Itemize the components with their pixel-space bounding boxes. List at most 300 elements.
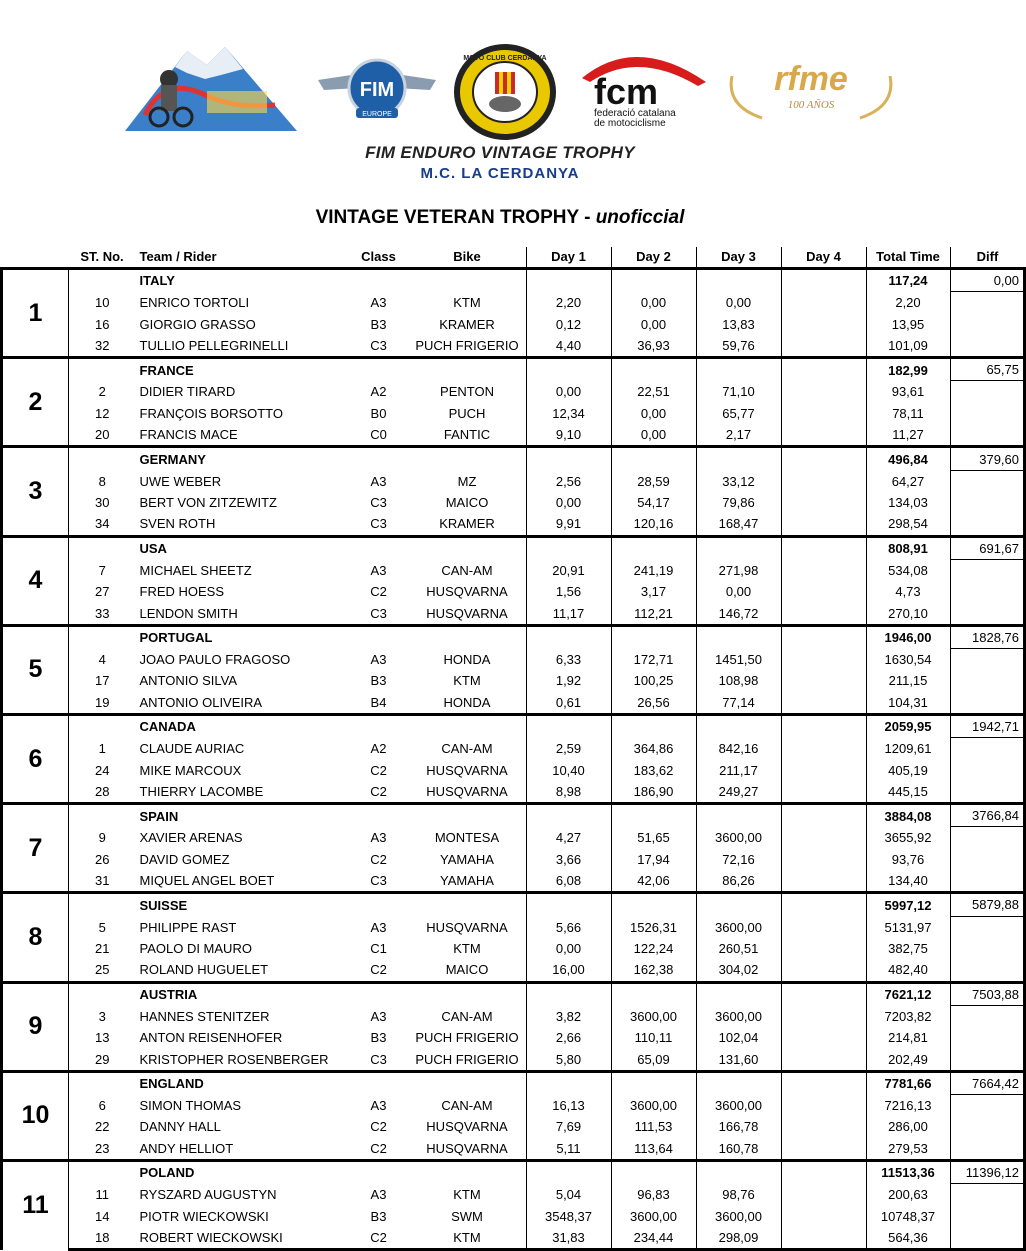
rider-name: CLAUDE AURIAC [139,741,245,757]
team-day1-empty [526,358,611,381]
rider-bike: CAN-AM [441,741,493,757]
fcm-logo [576,46,708,128]
rider-day3: 102,04 [696,1027,781,1048]
team-bike-empty [409,269,527,292]
rider-day3: 166,78 [696,1116,781,1137]
rider-diff-empty [950,916,1025,938]
team-day4-empty [781,269,866,292]
rider-day4 [781,559,866,581]
team-name: FRANCE [136,358,349,381]
rider-total-time: 134,40 [866,870,950,893]
rider-day2: 111,53 [611,1116,696,1137]
rider-total-time: 134,03 [866,492,950,513]
rider-day4 [781,781,866,804]
rider-diff-empty [950,403,1025,424]
rider-st-no: 27 [95,584,110,600]
rider-day3: 71,10 [696,381,781,403]
rider-day4 [781,649,866,671]
rider-row [2,849,1025,870]
rider-total-time: 270,10 [866,602,950,625]
rider-total-time: 11,27 [866,424,950,447]
rider-class: C3 [349,602,409,625]
rider-name: KRISTOPHER ROSENBERGER [136,1048,349,1071]
rider-day1: 9,91 [526,513,611,536]
rider-bike: MONTESA [434,830,500,846]
team-name: ITALY [136,269,349,292]
rider-day4 [781,1005,866,1027]
team-day2-empty [611,625,696,648]
rider-day4 [781,513,866,536]
team-row [2,1071,1025,1094]
rider-day3: 3600,00 [696,1205,781,1226]
team-row [2,447,1025,470]
team-bike-empty [409,714,527,737]
rider-total-time: 405,19 [866,760,950,781]
rider-day2: 3600,00 [611,1005,696,1027]
rider-st-no: 9 [98,830,106,846]
rider-total-time: 1209,61 [866,738,950,760]
rider-name: GIORGIO GRASSO [139,316,256,332]
team-day3-empty [696,893,781,916]
rider-diff-empty [950,602,1025,625]
team-rank: 4 [2,536,69,625]
rider-diff-empty [950,827,1025,849]
team-rank: 8 [2,893,69,982]
rider-st-no: 31 [69,870,136,893]
rfme-text: rfme [774,60,848,98]
rider-diff-empty [950,760,1025,781]
team-st-empty [69,447,136,470]
rider-total-time: 202,49 [866,1048,950,1071]
rider-day2: 3600,00 [611,1094,696,1116]
rider-row [2,314,1025,335]
rider-class: A3 [370,919,387,935]
rider-name: MIKE MARCOUX [139,762,242,778]
rider-class: A3 [370,295,387,311]
rider-day4 [781,1094,866,1116]
rider-name: LENDON SMITH [136,602,349,625]
rider-day2: 172,71 [611,649,696,671]
rider-day4 [781,381,866,403]
fcm-text: fcm [594,71,659,112]
team-day4-empty [781,982,866,1005]
rider-day2: 110,11 [611,1027,696,1048]
team-bike-empty [409,982,527,1005]
rider-day3: 0,00 [696,581,781,602]
rider-bike: HUSQVARNA [426,919,508,935]
rider-bike: CAN-AM [441,1097,493,1113]
rider-class: C2 [370,584,387,600]
rider-day4 [781,403,866,424]
rider-day2: 100,25 [611,670,696,691]
rider-day1: 2,66 [526,1027,611,1048]
team-day1-empty [526,269,611,292]
team-day1-empty [526,1071,611,1094]
rider-diff-empty [950,938,1025,959]
rider-day2: 96,83 [611,1184,696,1206]
rider-bike: KTM [453,673,481,689]
rider-row [2,492,1025,513]
rider-name: FRANÇOIS BORSOTTO [139,405,283,421]
rider-day3: 3600,00 [696,916,781,938]
rider-total-time: 286,00 [866,1116,950,1137]
team-day4-empty [781,804,866,827]
rider-st-no: 2 [98,384,106,400]
rider-name: PAOLO DI MAURO [139,941,252,957]
rider-day3: 842,16 [696,738,781,760]
rider-day1: 31,83 [526,1227,611,1250]
rider-day1: 1,92 [526,670,611,691]
rider-bike: PUCH [448,405,486,421]
rider-day1: 16,13 [526,1094,611,1116]
rider-total-time: 214,81 [866,1027,950,1048]
rider-day1: 0,00 [526,381,611,403]
rider-st-no: 21 [95,941,110,957]
rider-total-time: 7216,13 [866,1094,950,1116]
rider-diff-empty [950,581,1025,602]
rider-row [2,1205,1025,1226]
team-diff: 65,75 [950,358,1025,381]
team-day1-empty [526,1160,611,1183]
team-day2-empty [611,714,696,737]
rider-day4 [781,692,866,715]
team-bike-empty [409,804,527,827]
team-name: GERMANY [136,447,349,470]
rider-diff-empty [950,1027,1025,1048]
team-day2-empty [611,269,696,292]
rider-bike: HUSQVARNA [426,762,508,778]
rider-class: A2 [370,384,387,400]
rider-day1: 4,27 [526,827,611,849]
team-name: SPAIN [136,804,349,827]
rider-class: C2 [349,959,409,982]
rider-st-no: 29 [69,1048,136,1071]
rider-name: TULLIO PELLEGRINELLI [136,335,349,358]
rider-total-time: 1630,54 [866,649,950,671]
rider-day3: 271,98 [696,559,781,581]
rider-bike: MAICO [445,495,489,511]
rider-row [2,513,1025,536]
rider-day1: 3548,37 [526,1205,611,1226]
results-body [2,269,1025,1250]
rider-day4 [781,581,866,602]
rider-name: ROLAND HUGUELET [136,959,349,982]
rider-class: A2 [370,741,387,757]
team-rank: 10 [2,1071,69,1160]
rider-class: A3 [370,830,387,846]
rider-name: JOAO PAULO FRAGOSO [139,651,291,667]
header-rank [2,247,69,269]
rider-name: ANTON REISENHOFER [139,1030,283,1046]
team-class-empty [349,893,409,916]
team-bike-empty [409,625,527,648]
rider-st-no: 30 [95,495,110,511]
rider-day3: 168,47 [696,513,781,536]
team-class-empty [349,1160,409,1183]
team-row [2,1160,1025,1183]
team-st-empty [69,804,136,827]
rider-day3: 86,26 [696,870,781,893]
rider-st-no: 10 [95,295,110,311]
rider-class: C0 [349,424,409,447]
team-rank: 11 [2,1160,69,1249]
team-day2-empty [611,447,696,470]
rider-bike: KTM [453,1187,481,1203]
rider-row [2,292,1025,314]
header-day2: Day 2 [611,247,696,269]
team-row [2,982,1025,1005]
team-day4-empty [781,714,866,737]
rider-day2: 1526,31 [611,916,696,938]
rider-row [2,692,1025,715]
team-row [2,893,1025,916]
rider-diff-empty [950,1227,1025,1250]
rider-day2: 54,17 [611,492,696,513]
rider-row [2,959,1025,982]
header-class: Class [361,249,396,264]
team-class-empty [349,269,409,292]
team-diff: 691,67 [950,536,1025,559]
rider-day2: 51,65 [611,827,696,849]
team-st-empty [69,1160,136,1183]
rider-class: C3 [349,513,409,536]
team-total-time: 5997,12 [866,893,950,916]
header-st-no: ST. No. [80,249,124,264]
rider-day4 [781,760,866,781]
rider-diff-empty [950,513,1025,536]
rider-diff-empty [950,424,1025,447]
rider-total-time: 5131,97 [866,916,950,938]
rider-day1: 5,80 [526,1048,611,1071]
team-row [2,358,1025,381]
rider-day1: 3,82 [526,1005,611,1027]
rider-day4 [781,314,866,335]
team-class-empty [349,714,409,737]
rider-day1: 4,40 [526,335,611,358]
rider-st-no: 26 [95,851,110,867]
rider-row [2,781,1025,804]
team-row [2,804,1025,827]
rider-row [2,335,1025,358]
header-team-rider: Team / Rider [139,249,217,264]
rider-name: HANNES STENITZER [139,1008,270,1024]
rider-day2: 22,51 [611,381,696,403]
header-diff: Diff [950,247,1025,269]
rider-name: DAVID GOMEZ [139,851,230,867]
rider-class: B3 [370,673,387,689]
rider-row [2,602,1025,625]
rfme-logo [722,56,900,122]
rider-day1: 5,11 [526,1138,611,1161]
rider-class: A3 [370,473,387,489]
rider-row [2,381,1025,403]
rider-st-no: 13 [95,1030,110,1046]
rider-day4 [781,1116,866,1137]
rider-day2: 120,16 [611,513,696,536]
rider-class: C2 [370,851,387,867]
fcm-sub2-text: de motociclisme [594,118,666,129]
rider-class: C3 [349,335,409,358]
rider-day2: 183,62 [611,760,696,781]
team-diff: 11396,12 [950,1160,1025,1183]
rider-day2: 42,06 [611,870,696,893]
team-day2-empty [611,1071,696,1094]
rider-day3: 160,78 [696,1138,781,1161]
rider-day2: 0,00 [611,292,696,314]
team-st-empty [69,714,136,737]
rider-day4 [781,1184,866,1206]
rider-day1: 5,66 [526,916,611,938]
rider-bike: YAMAHA [409,870,527,893]
rider-name: PIOTR WIECKOWSKI [139,1208,269,1224]
team-rank: 1 [2,269,69,358]
rider-day1: 11,17 [526,602,611,625]
team-day3-empty [696,447,781,470]
rider-st-no: 24 [95,762,110,778]
team-name: SUISSE [136,893,349,916]
team-day2-empty [611,358,696,381]
rider-day4 [781,1138,866,1161]
moto-club-cerdanya-logo [455,46,555,138]
team-day4-empty [781,358,866,381]
team-rank: 9 [2,982,69,1071]
header [0,0,1000,228]
rider-bike: HUSQVARNA [426,1119,508,1135]
rider-class: A3 [370,562,387,578]
rider-name: SVEN ROTH [136,513,349,536]
fim-europe-logo [318,58,436,122]
rider-name: THIERRY LACOMBE [136,781,349,804]
rider-day4 [781,938,866,959]
rider-day1: 12,34 [526,403,611,424]
rider-day4 [781,1205,866,1226]
moto-club-text: MOTO CLUB CERDANYA [463,55,547,62]
team-diff: 379,60 [950,447,1025,470]
rider-st-no: 20 [69,424,136,447]
rider-day1: 9,10 [526,424,611,447]
team-day3-empty [696,269,781,292]
rider-st-no: 32 [69,335,136,358]
rider-diff-empty [950,292,1025,314]
rider-diff-empty [950,1005,1025,1027]
rider-st-no: 18 [69,1227,136,1250]
rider-st-no: 19 [69,692,136,715]
team-bike-empty [409,358,527,381]
team-total-time: 496,84 [866,447,950,470]
rider-day2: 241,19 [611,559,696,581]
team-day2-empty [611,536,696,559]
rider-row [2,581,1025,602]
rider-name: UWE WEBER [139,473,222,489]
team-total-time: 1946,00 [866,625,950,648]
rider-st-no: 34 [69,513,136,536]
table-header-row [2,247,1025,269]
team-total-time: 11513,36 [866,1160,950,1183]
team-day4-empty [781,1160,866,1183]
rider-total-time: 101,09 [866,335,950,358]
rider-row [2,738,1025,760]
rider-total-time: 200,63 [866,1184,950,1206]
team-class-empty [349,358,409,381]
team-row [2,536,1025,559]
rider-row [2,1005,1025,1027]
team-bike-empty [409,1160,527,1183]
team-day3-empty [696,1160,781,1183]
document-title-suffix: unoficcial [595,207,685,228]
team-day3-empty [696,804,781,827]
team-name: USA [136,536,349,559]
team-day4-empty [781,1071,866,1094]
rider-bike: CAN-AM [441,1008,493,1024]
rider-total-time: 2,20 [866,292,950,314]
team-day1-empty [526,804,611,827]
rider-diff-empty [950,781,1025,804]
rider-day1: 6,08 [526,870,611,893]
team-bike-empty [409,1071,527,1094]
team-name: POLAND [136,1160,349,1183]
team-class-empty [349,536,409,559]
rider-day2: 234,44 [611,1227,696,1250]
rider-class: C3 [349,1048,409,1071]
rider-diff-empty [950,470,1025,492]
rider-name: FRANCIS MACE [136,424,349,447]
rider-diff-empty [950,670,1025,691]
rider-day4 [781,424,866,447]
rider-total-time: 482,40 [866,959,950,982]
team-class-empty [349,625,409,648]
rider-day4 [781,827,866,849]
team-total-time: 808,91 [866,536,950,559]
rider-class: C1 [370,941,387,957]
rider-diff-empty [950,314,1025,335]
team-total-time: 7781,66 [866,1071,950,1094]
rider-day2: 65,09 [611,1048,696,1071]
rider-row [2,938,1025,959]
rider-st-no: 14 [95,1208,110,1224]
rider-diff-empty [950,335,1025,358]
rider-total-time: 93,76 [866,849,950,870]
rider-day3: 249,27 [696,781,781,804]
rider-day1: 2,20 [526,292,611,314]
team-diff: 1828,76 [950,625,1025,648]
team-diff: 5879,88 [950,893,1025,916]
rider-st-no: 8 [98,473,106,489]
team-day4-empty [781,447,866,470]
rider-day3: 77,14 [696,692,781,715]
team-class-empty [349,1071,409,1094]
rider-total-time: 534,08 [866,559,950,581]
rider-day3: 59,76 [696,335,781,358]
rider-name: ANDY HELLIOT [136,1138,349,1161]
team-st-empty [69,893,136,916]
rider-day3: 146,72 [696,602,781,625]
rider-bike: PUCH FRIGERIO [409,1048,527,1071]
rider-total-time: 445,15 [866,781,950,804]
rider-day2: 0,00 [611,424,696,447]
rider-day3: 98,76 [696,1184,781,1206]
rider-class: B3 [370,1208,387,1224]
rider-row [2,649,1025,671]
rider-row [2,1138,1025,1161]
rider-bike: PUCH FRIGERIO [409,335,527,358]
team-day2-empty [611,804,696,827]
rider-name: ENRICO TORTOLI [139,295,250,311]
rider-row [2,1094,1025,1116]
document-title [0,207,1000,229]
rider-day1: 0,12 [526,314,611,335]
rider-day1: 20,91 [526,559,611,581]
rider-total-time: 64,27 [866,470,950,492]
